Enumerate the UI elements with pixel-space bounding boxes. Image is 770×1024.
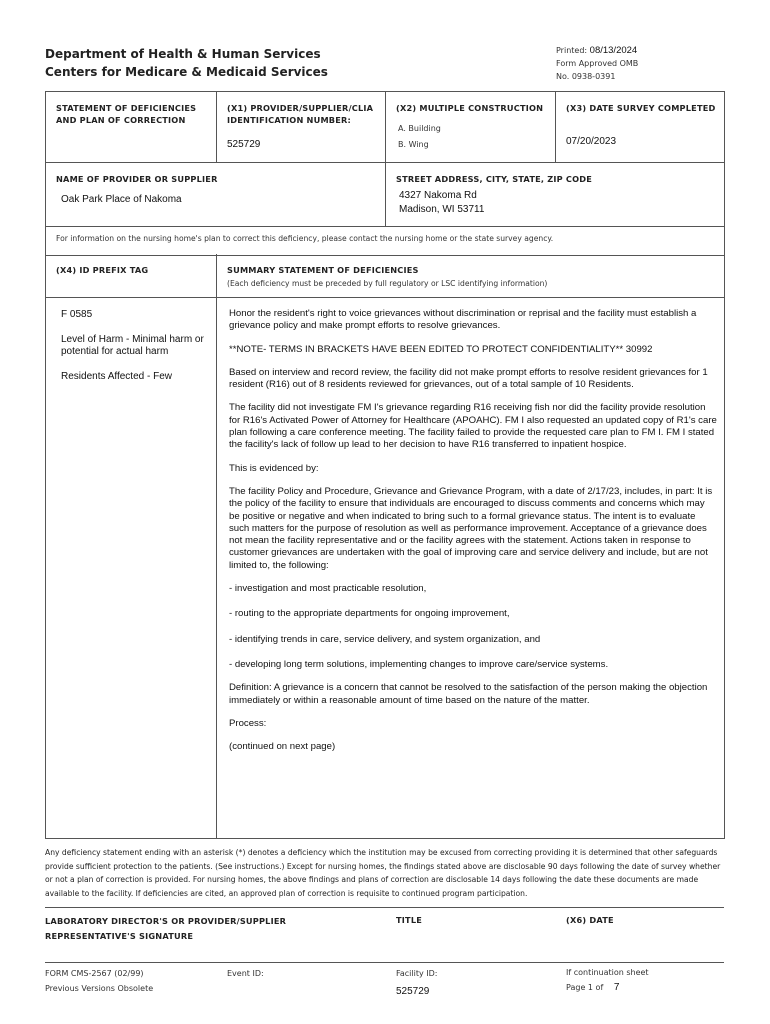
form-approved: Form Approved OMB	[556, 59, 639, 68]
page-total: 7	[613, 982, 620, 993]
address-label: STREET ADDRESS, CITY, STATE, ZIP CODE	[396, 174, 593, 184]
paragraph: The facility did not investigate FM I's grievance regarding R16 receiving fish nor did the facility provide resolution for R16's Activated Power of Attorney for Healthcare (APOAHC). FM I also requested an updated copy of R1's care plan following a care conference meeting. The facility failed to provide the requested care plan to FM I. FM I stated the facility's lack of follow up lead to her decision to have R16 transferred to inpatient hospice.	[229, 402, 717, 451]
x2-label: (X2) MULTIPLE CONSTRUCTION	[396, 103, 544, 113]
paragraph: - routing to the appropriate departments for ongoing improvement,	[229, 608, 510, 620]
agency-name: Department of Health & Human Services	[45, 47, 321, 61]
harm-level: Level of Harm - Minimal harm or potential for actual harm	[61, 334, 204, 358]
paragraph: Process:	[229, 717, 267, 729]
printed-date: 08/13/2024	[589, 45, 638, 56]
previous-versions: Previous Versions Obsolete	[45, 984, 154, 993]
signature-label: LABORATORY DIRECTOR'S OR PROVIDER/SUPPLIER REPRESENTATIVE'S SIGNATURE	[45, 916, 287, 941]
x1-label: (X1) PROVIDER/SUPPLIER/CLIA IDENTIFICATION NUMBER:	[227, 103, 374, 125]
x1-value: 525729	[227, 139, 261, 150]
deficiency-summary-text	[229, 308, 717, 762]
paragraph: - identifying trends in care, service delivery, and system organization, and	[229, 633, 541, 645]
event-id-label: Event ID:	[227, 969, 264, 978]
paragraph: The facility Policy and Procedure, Grievance and Grievance Program, with a date of 2/17/23, includes, in part: It is the policy of the facility to ensure that individuals are encouraged to discuss comments and concerns which may be positive or negative and when indicated to bring such to a formal grievance status. The intent is to evaluate such matters for the purpose of resolution as well as performance improvement. Acceptance of a grievance does not mean the facility representative and or the facility agrees with the statement. Actions taken in response to customer grievances are undertaken with the goal of improving care and service delivery and include, but are not limited to, the following:	[229, 485, 713, 571]
x2-building: A. Building	[398, 124, 441, 133]
address-line2: Madison, WI 53711	[399, 204, 485, 215]
paragraph: Definition: A grievance is a concern that cannot be resolved to the satisfaction of the person making the objection immediately or within a reasonable amount of time based on the nature of the matter.	[229, 682, 708, 706]
printed-label: Printed:	[556, 46, 588, 55]
paragraph: **NOTE- TERMS IN BRACKETS HAVE BEEN EDITED TO PROTECT CONFIDENTIALITY** 30992	[229, 343, 653, 355]
date-label: (X6) DATE	[566, 915, 614, 925]
asterisk-note: Any deficiency statement ending with an asterisk (*) denotes a deficiency which the institution may be excused from correcting providing it is determined that other safeguards provide sufficient protection to the patients. (See instructions.) Except for nursing homes, the findings stated above are disclosable 90 days following the date of survey whether or not a plan of correction is provided. For nursing homes, the above findings and plans of correction are disclosable 14 days following the date these documents are made available to the facility. If deficiencies are cited, an approved plan of correction is requisite to continued program participation.	[45, 848, 721, 898]
deficiency-tag: F 0585	[61, 309, 93, 320]
provider-label: NAME OF PROVIDER OR SUPPLIER	[56, 174, 218, 184]
x4-label: (X4) ID PREFIX TAG	[56, 265, 149, 275]
paragraph: (continued on next page)	[229, 741, 336, 753]
residents-affected: Residents Affected - Few	[61, 371, 172, 382]
agency-subname: Centers for Medicare & Medicaid Services	[45, 65, 328, 79]
page-indicator	[566, 982, 619, 993]
printed-line	[556, 45, 637, 56]
paragraph: This is evidenced by:	[229, 462, 319, 474]
continuation-label: If continuation sheet	[566, 968, 649, 977]
paragraph: Based on interview and record review, the facility did not make prompt efforts to resolve resident grievances for 1 resident (R16) out of 8 residents reviewed for grievances, out of a total sample of 10 Residents.	[229, 366, 708, 391]
omb-number: No. 0938-0391	[556, 72, 616, 81]
paragraph: - developing long term solutions, implementing changes to improve care/service systems.	[229, 658, 609, 670]
x3-value: 07/20/2023	[566, 136, 617, 147]
provider-name: Oak Park Place of Nakoma	[61, 194, 182, 205]
page-label: Page 1 of	[566, 983, 604, 992]
form-number: FORM CMS-2567 (02/99)	[45, 969, 144, 978]
paragraph: Honor the resident's right to voice grievances without discrimination or reprisal and the facility must establish a grievance policy and make prompt efforts to resolve grievances.	[229, 308, 697, 332]
info-note: For information on the nursing home's plan to correct this deficiency, please contact the nursing home or the state survey agency.	[56, 234, 554, 243]
x2-wing: B. Wing	[398, 140, 429, 149]
facility-id-label: Facility ID:	[396, 969, 438, 978]
facility-id-value: 525729	[396, 986, 430, 997]
title-label: TITLE	[396, 915, 423, 925]
statement-label: STATEMENT OF DEFICIENCIES AND PLAN OF CORRECTION	[56, 103, 197, 125]
summary-label: SUMMARY STATEMENT OF DEFICIENCIES	[227, 265, 419, 275]
summary-sublabel: (Each deficiency must be preceded by full regulatory or LSC identifying information)	[227, 279, 548, 288]
paragraph: - investigation and most practicable resolution,	[229, 583, 427, 595]
address-line1: 4327 Nakoma Rd	[399, 190, 477, 201]
x3-label: (X3) DATE SURVEY COMPLETED	[566, 103, 716, 113]
